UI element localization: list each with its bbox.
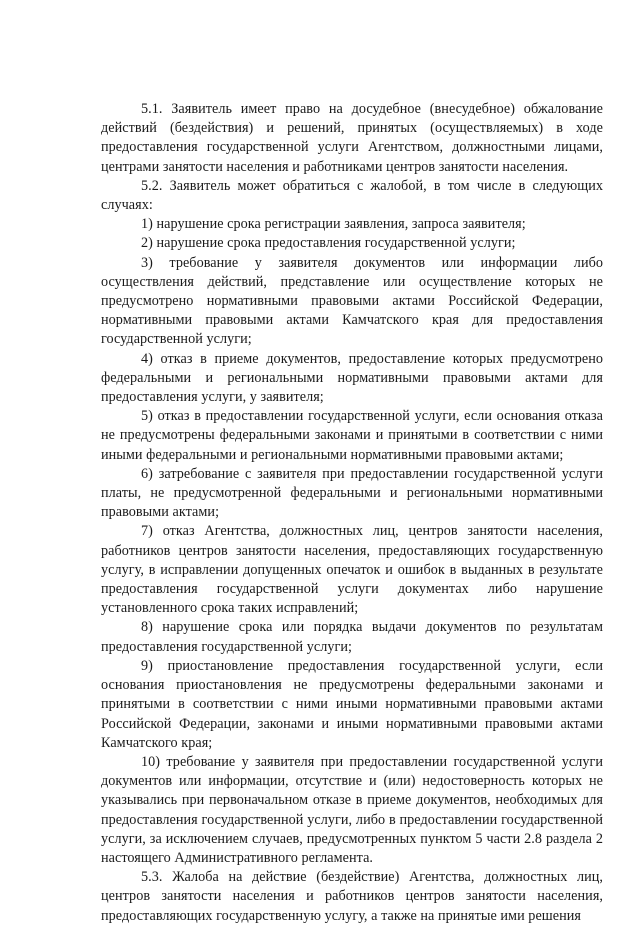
list-item-9: 9) приостановление предоставления государственной услуги, если основания приостановления не предусмотрены федеральными законами и принятыми в соответствии с ними иными нормативными правовыми актами Российской Федерации, законами и иными нормативными правовыми актами Камчатского края; [101,657,603,751]
list-item-8: 8) нарушение срока или порядка выдачи документов по результатам предоставления государственной услуги; [101,619,603,655]
document-body [101,100,603,926]
list-item-10: 10) требование у заявителя при предоставлении государственной услуги документов или информации, отсутствие и (или) недостоверность которых не указывались при первоначальном отказе в приеме документов, необходимых для предоставления государственной услуги, либо в предоставлении государственной услуги, за исключением случаев, предусмотренных пунктом 5 части 2.8 раздела 2 настоящего Административного регламента. [101,753,603,866]
list-item-4: 4) отказ в приеме документов, предоставление которых предусмотрено федеральными и региональными нормативными правовыми актами для предоставления услуги, у заявителя; [101,350,603,406]
list-item-2: 2) нарушение срока предоставления государственной услуги; [141,235,516,252]
paragraph-5-1: 5.1. Заявитель имеет право на досудебное (внесудебное) обжалование действий (бездействия) и решений, принятых (осуществляемых) в ходе предоставления государственной услуги Агентством, должностными лицами, центрами занятости населения и работниками центров занятости населения. [101,101,603,175]
list-item-6: 6) затребование с заявителя при предоставлении государственной услуги платы, не предусмотренной федеральными и региональными нормативными правовыми актами; [101,465,603,521]
list-item-5: 5) отказ в предоставлении государственной услуги, если основания отказа не предусмотрены федеральными законами и принятыми в соответствии с ними иными федеральными и региональными нормативными правовыми актами; [101,408,603,463]
list-item-1: 1) нарушение срока регистрации заявления, запроса заявителя; [141,216,526,233]
list-item-3: 3) требование у заявителя документов или информации либо осуществления действий, представление или осуществление которых не предусмотрено нормативными правовыми актами Российской Федерации, нормативными правовыми актами Камчатского края для предоставления государственной услуги; [101,254,603,348]
list-item-7: 7) отказ Агентства, должностных лиц, центров занятости населения, работников центров занятости населения, предоставляющих государственную услугу, в исправлении допущенных опечаток и ошибок в выданных в результате предоставления государственной услуги документах либо нарушение установленного срока таких исправлений; [101,523,603,617]
paragraph-5-3: 5.3. Жалоба на действие (бездействие) Агентства, должностных лиц, центров занятости населения и работников центров занятости населения, предоставляющих государственную услугу, а также на принятые ими решения [101,869,603,924]
paragraph-5-2: 5.2. Заявитель может обратиться с жалобой, в том числе в следующих случаях: [101,177,603,214]
